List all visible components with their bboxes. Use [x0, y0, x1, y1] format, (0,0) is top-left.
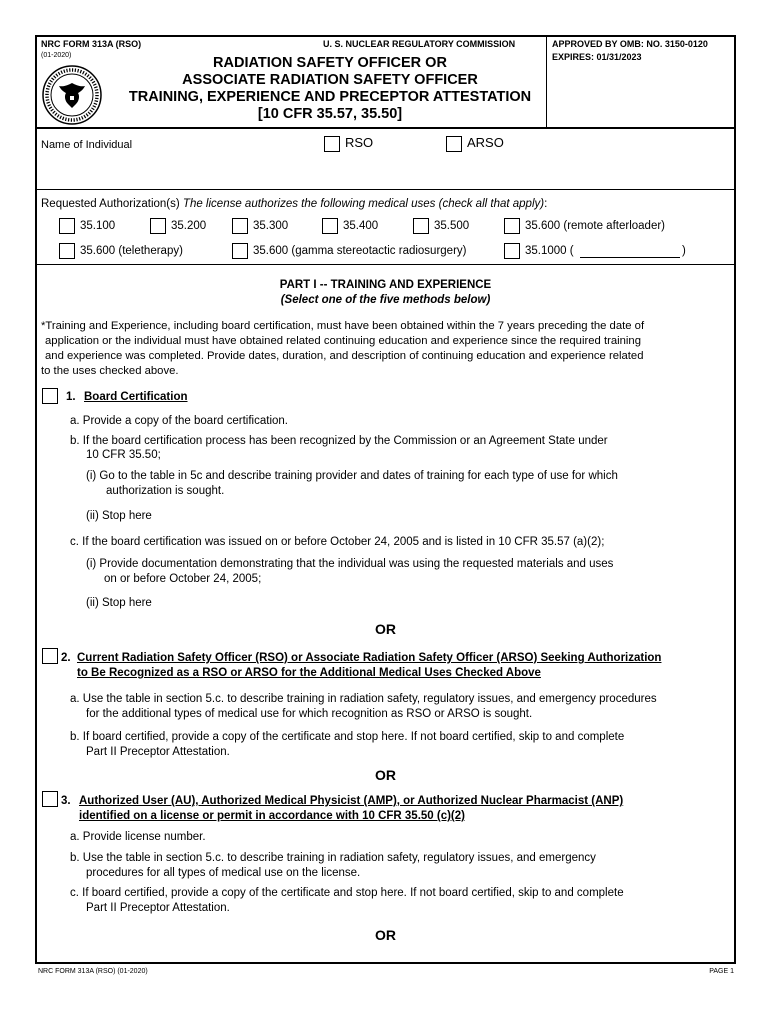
method1-item-c: c. If the board certification was issued on or before October 24, 2005 and is listed in 10 CFR 35.57 (a)(2);	[70, 536, 605, 548]
part1-subheading: (Select one of the five methods below)	[280, 294, 491, 306]
use-35-1000-label: 35.1000 (	[525, 245, 574, 257]
use-35-600-gamma-label: 35.600 (gamma stereotactic radiosurgery)	[253, 245, 467, 257]
use-35-400-label: 35.400	[343, 220, 379, 232]
method3-checkbox[interactable]	[42, 791, 58, 807]
method1-item-b-i-line1: (i) Go to the table in 5c and describe training provider and dates of training for each type of use for which	[86, 470, 618, 482]
method2-item-a-line2: for the additional types of medical use for which recognition as RSO or ARSO is sought.	[86, 708, 533, 720]
intro-line-4: to the uses checked above.	[41, 365, 179, 377]
use-35-500-label: 35.500	[434, 220, 470, 232]
omb-divider	[546, 36, 547, 128]
method1-item-b-line2: 10 CFR 35.50;	[86, 449, 161, 461]
method1-item-c-i-line2: on or before October 24, 2005;	[104, 573, 262, 585]
use-35-600-teletherapy-checkbox[interactable]	[59, 243, 75, 259]
header-divider	[36, 127, 735, 129]
method1-item-b-line1: b. If the board certification process has been recognized by the Commission or an Agreement State under	[70, 435, 608, 447]
use-35-300-checkbox[interactable]	[232, 218, 248, 234]
use-35-1000-checkbox[interactable]	[504, 243, 520, 259]
individual-name-field[interactable]	[41, 152, 731, 188]
method1-item-b-ii: (ii) Stop here	[86, 510, 152, 522]
use-35-600-remote-label: 35.600 (remote afterloader)	[525, 220, 665, 232]
form-title-line3: TRAINING, EXPERIENCE AND PRECEPTOR ATTESTATION	[128, 89, 532, 105]
method3-item-c-line1: c. If board certified, provide a copy of the certificate and stop here. If not board certified, skip to and complete	[70, 887, 624, 899]
method2-title-line1: Current Radiation Safety Officer (RSO) or Associate Radiation Safety Officer (ARSO) Seeking Authorization	[77, 652, 662, 664]
method1-item-c-i-line1: (i) Provide documentation demonstrating that the individual was using the requested materials and uses	[86, 558, 614, 570]
method1-item-b-i-line2: authorization is sought.	[106, 485, 225, 497]
method1-checkbox[interactable]	[42, 388, 58, 404]
rso-checkbox[interactable]	[324, 136, 340, 152]
form-number: NRC FORM 313A (RSO)	[41, 39, 142, 49]
method3-title-line2: identified on a license or permit in accordance with 10 CFR 35.50 (c)(2)	[79, 810, 465, 822]
nrc-seal-logo	[41, 64, 103, 126]
method3-title-line1: Authorized User (AU), Authorized Medical Physicist (AMP), or Authorized Nuclear Pharmacist (ANP)	[79, 795, 624, 807]
authorization-label: Requested Authorization(s) The license authorizes the following medical uses (check all that apply):	[41, 198, 548, 210]
footer-form-id: NRC FORM 313A (RSO) (01-2020)	[38, 968, 148, 975]
use-35-1000-input[interactable]	[580, 243, 680, 258]
use-35-200-label: 35.200	[171, 220, 207, 232]
method3-item-b-line1: b. Use the table in section 5.c. to describe training in radiation safety, regulatory issues, and emergency	[70, 852, 596, 864]
authorization-divider	[36, 264, 735, 265]
intro-line-3: and experience was completed. Provide dates, duration, and description of continuing education and experience related	[45, 350, 644, 362]
method2-checkbox[interactable]	[42, 648, 58, 664]
omb-number: APPROVED BY OMB: NO. 3150-0120	[552, 39, 708, 49]
or-separator-1: OR	[375, 621, 396, 637]
method3-number: 3.	[61, 795, 71, 807]
part1-intro	[41, 319, 644, 379]
agency-name: U. S. NUCLEAR REGULATORY COMMISSION	[323, 39, 516, 49]
arso-checkbox[interactable]	[446, 136, 462, 152]
use-35-600-gamma-checkbox[interactable]	[232, 243, 248, 259]
use-35-500-checkbox[interactable]	[413, 218, 429, 234]
use-35-300-label: 35.300	[253, 220, 289, 232]
use-35-400-checkbox[interactable]	[322, 218, 338, 234]
use-35-100-checkbox[interactable]	[59, 218, 75, 234]
method1-number: 1.	[66, 391, 76, 403]
form-title-line2: ASSOCIATE RADIATION SAFETY OFFICER	[182, 72, 478, 88]
use-35-600-teletherapy-label: 35.600 (teletherapy)	[80, 245, 183, 257]
method2-item-b-line1: b. If board certified, provide a copy of the certificate and stop here. If not board certified, skip to and complete	[70, 731, 625, 743]
part1-heading: PART I -- TRAINING AND EXPERIENCE	[279, 279, 492, 291]
form-date: (01-2020)	[41, 52, 72, 59]
method1-title: Board Certification	[84, 391, 188, 403]
method3-item-c-line2: Part II Preceptor Attestation.	[86, 902, 230, 914]
use-35-200-checkbox[interactable]	[150, 218, 166, 234]
method1-item-a: a. Provide a copy of the board certification.	[70, 415, 288, 427]
rso-label: RSO	[345, 135, 374, 150]
or-separator-3: OR	[375, 927, 396, 943]
form-title-line1: RADIATION SAFETY OFFICER OR	[213, 55, 447, 71]
method2-item-a-line1: a. Use the table in section 5.c. to describe training in radiation safety, regulatory issues, and emergency procedures	[70, 693, 657, 705]
form-title-line4: [10 CFR 35.57, 35.50]	[257, 106, 403, 122]
footer-page-number: PAGE 1	[709, 968, 734, 975]
or-separator-2: OR	[375, 767, 396, 783]
name-label: Name of Individual	[41, 139, 133, 151]
use-35-1000-close-paren: )	[682, 245, 686, 257]
method2-title-line2: to Be Recognized as a RSO or ARSO for the Additional Medical Uses Checked Above	[77, 667, 541, 679]
method3-item-a: a. Provide license number.	[70, 831, 206, 843]
expiration-date: EXPIRES: 01/31/2023	[552, 52, 642, 62]
method2-item-b-line2: Part II Preceptor Attestation.	[86, 746, 230, 758]
method1-item-c-ii: (ii) Stop here	[86, 597, 152, 609]
intro-line-2: application or the individual must have obtained related continuing education and experience since the required training	[45, 335, 641, 347]
method3-item-b-line2: procedures for all types of medical use on the license.	[86, 867, 361, 879]
arso-label: ARSO	[467, 135, 504, 150]
use-35-100-label: 35.100	[80, 220, 116, 232]
intro-line-1: *Training and Experience, including board certification, must have been obtained within the 7 years preceding the date of	[41, 320, 645, 332]
use-35-600-remote-checkbox[interactable]	[504, 218, 520, 234]
method2-number: 2.	[61, 652, 71, 664]
name-divider	[36, 189, 735, 190]
